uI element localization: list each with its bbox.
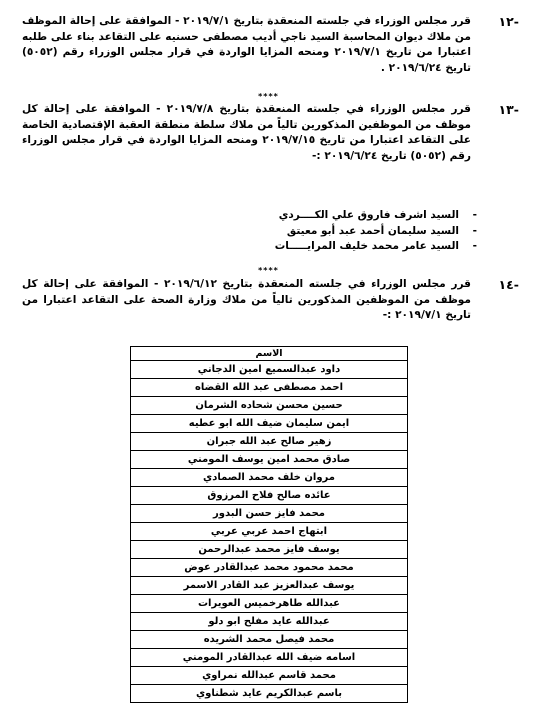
item-number: ١٢- xyxy=(498,14,519,29)
table-row xyxy=(131,559,408,577)
item-text: قرر مجلس الوزراء في جلسته المنعقدة بتاريخ ٢٠١٩/٧/٨ - الموافقة على إحالة كل موظف من الموظفين المذكورين تالياً من ملاك سلطة منطقة العقبة الإقتصادية الخاصة على التقاعد اعتبارا من تاريخ ٢٠١٩/٧/١٥ ومنحه المزايا الواردة في قرار مجلس الوزراء رقم (٥٠٥٢) تاريخ ٢٠١٩/٦/٢٤ :- xyxy=(22,103,471,162)
list-item: -السيد عامر محمد خليف المرايـــــات xyxy=(275,239,477,255)
list-dash: - xyxy=(472,209,477,221)
table-cell: زهير صالح عبد الله جبران xyxy=(131,433,408,451)
decision-item-12 xyxy=(22,14,519,76)
table-cell: محمد محمود محمد عبدالقادر عوض xyxy=(131,559,408,577)
decision-item-13 xyxy=(22,102,519,164)
table-row xyxy=(131,505,408,523)
table-cell: باسم عبدالكريم عايد شطناوي xyxy=(131,685,408,703)
table-row xyxy=(131,487,408,505)
table-cell: حسين محسن شحاده الشرمان xyxy=(131,397,408,415)
table-cell: مروان خلف محمد الصمادي xyxy=(131,469,408,487)
table-cell: داود عبدالسميع امين الدجاني xyxy=(131,361,408,379)
table-row xyxy=(131,397,408,415)
item-text: قرر مجلس الوزراء في جلسته المنعقدة بتاريخ ٢٠١٩/٦/١٢ - الموافقة على إحالة كل موظف من الموظفين المذكورين تالياً من ملاك وزارة الصحة على التقاعد اعتبارا من تاريخ ٢٠١٩/٧/١ :- xyxy=(22,278,471,321)
list-item: -السيد سليمان أحمد عبد أبو معيتق xyxy=(275,224,477,240)
table-row xyxy=(131,577,408,595)
item-text: قرر مجلس الوزراء في جلسته المنعقدة بتاريخ ٢٠١٩/٧/١ - الموافقة على إحالة الموظف من ملاك ديوان المحاسبة السيد ناجي أديب مصطفى حسنيه على التقاعد بناء على طلبه اعتبارا من تاريخ ٢٠١٩/٧/١ ومنحه المزايا الواردة في قرار مجلس الوزراء رقم (٥٠٥٢) تاريخ ٢٠١٩/٦/٢٤ . xyxy=(22,15,471,74)
decision-item-14 xyxy=(22,277,519,324)
item-number: ١٣- xyxy=(498,102,519,117)
table-cell: عبدالله طاهرخميس العويرات xyxy=(131,595,408,613)
table-row xyxy=(131,649,408,667)
list-item: -السيد اشرف فاروق علي الكــــردي xyxy=(275,208,477,224)
item-number: ١٤- xyxy=(498,277,519,292)
table-cell: احمد مصطفى عبد الله القضاه xyxy=(131,379,408,397)
table-cell: عبدالله عايد مفلح ابو دلو xyxy=(131,613,408,631)
table-cell: ايمن سليمان ضيف الله ابو عطيه xyxy=(131,415,408,433)
retirees-name-list xyxy=(275,208,477,255)
table-row xyxy=(131,523,408,541)
list-dash: - xyxy=(472,240,477,252)
list-dash: - xyxy=(472,224,477,237)
table-row xyxy=(131,433,408,451)
table-row xyxy=(131,361,408,379)
table-row xyxy=(131,451,408,469)
table-cell: عائده صالح فلاح المرزوق xyxy=(131,487,408,505)
table-cell: اسامه ضيف الله عبدالقادر المومني xyxy=(131,649,408,667)
table-row xyxy=(131,595,408,613)
table-row xyxy=(131,541,408,559)
table-cell: محمد فيصل محمد الشريده xyxy=(131,631,408,649)
table-cell: ابتهاج احمد عربي عربي xyxy=(131,523,408,541)
table-cell: صادق محمد امين يوسف المومني xyxy=(131,451,408,469)
table-cell: يوسف عبدالعزيز عبد القادر الاسمر xyxy=(131,577,408,595)
table-row xyxy=(131,415,408,433)
table-header-row xyxy=(131,347,408,361)
table-row xyxy=(131,667,408,685)
column-header-name: الاسم xyxy=(131,347,408,361)
table-cell: محمد قاسم عبدالله نمراوي xyxy=(131,667,408,685)
table-cell: محمد فايز حسن البدور xyxy=(131,505,408,523)
table-row xyxy=(131,685,408,703)
table-row xyxy=(131,631,408,649)
table-cell: يوسف فايز محمد عبدالرحمن xyxy=(131,541,408,559)
table-row xyxy=(131,379,408,397)
names-table xyxy=(130,346,408,703)
table-row xyxy=(131,613,408,631)
table-row xyxy=(131,469,408,487)
separator-stars: **** xyxy=(258,266,279,275)
separator-stars: **** xyxy=(258,92,279,101)
